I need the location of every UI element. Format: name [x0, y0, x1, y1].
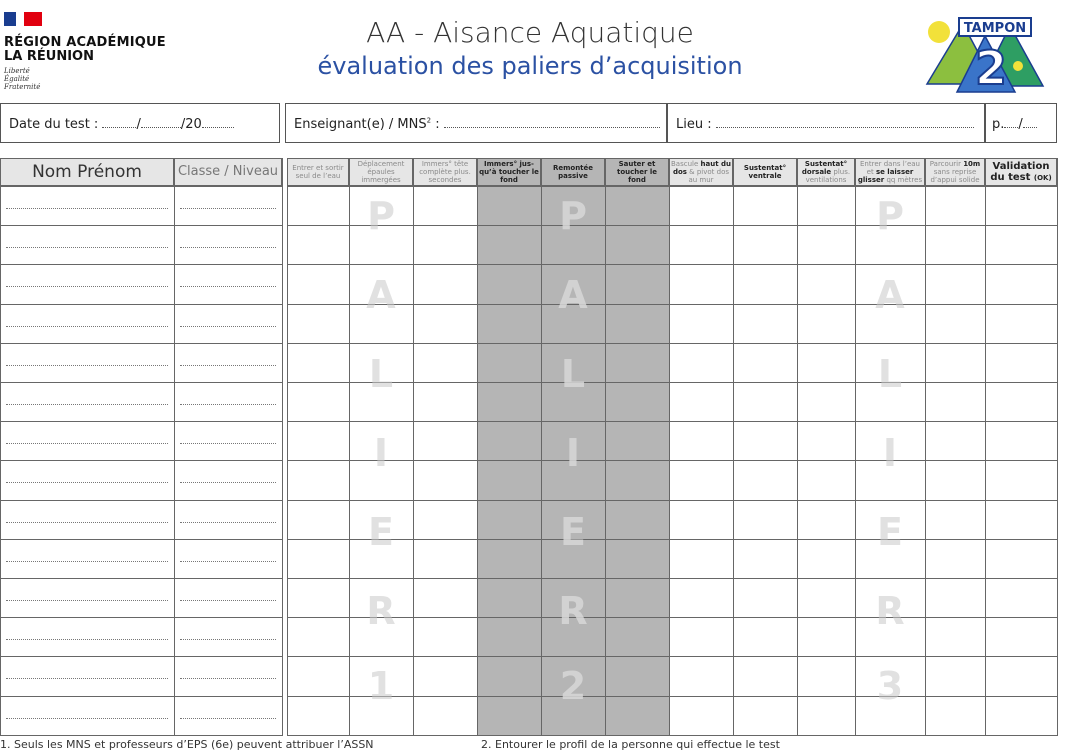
org-line2: LA RÉUNION — [4, 49, 94, 64]
palier-watermark-letter: P — [367, 194, 395, 238]
class-input[interactable] — [180, 482, 276, 483]
header-class-label: Classe / Niveau — [177, 164, 279, 179]
header-skill-4: Immers° jus-qu’à toucher le fond — [477, 158, 541, 186]
date-year: 20 — [185, 117, 202, 132]
palier-watermark-number: 3 — [876, 664, 904, 709]
name-input[interactable] — [6, 365, 168, 366]
class-input[interactable] — [180, 208, 276, 209]
teacher-footnote-ref: 2 — [426, 116, 432, 125]
class-input[interactable] — [180, 443, 276, 444]
teacher-label: Enseignant(e) / MNS — [294, 117, 427, 132]
palier-watermark-letter: R — [558, 589, 588, 633]
palier-watermark-letter: L — [368, 352, 394, 396]
header-skill-9: Sustentat° dorsale plus. ventilations — [797, 158, 855, 186]
name-input[interactable] — [6, 561, 168, 562]
palier-watermark-number: 2 — [559, 664, 587, 709]
name-input[interactable] — [6, 600, 168, 601]
name-input[interactable] — [6, 718, 168, 719]
name-input[interactable] — [6, 443, 168, 444]
palier-watermark-letter: A — [558, 273, 588, 317]
header-skill-5: Remontée passive — [541, 158, 605, 186]
header-validation: Validation du test (OK) — [985, 158, 1057, 186]
palier-watermark-letter: R — [366, 589, 396, 633]
class-input[interactable] — [180, 600, 276, 601]
palier-watermark-letter: L — [560, 352, 586, 396]
org-line1: RÉGION ACADÉMIQUE — [4, 35, 166, 50]
palier-watermark-letter: E — [368, 510, 394, 554]
date-field[interactable] — [0, 103, 280, 143]
palier-watermark-letter: E — [877, 510, 903, 554]
page-subtitle: évaluation des paliers d’acquisition — [317, 52, 743, 80]
french-flag-icon — [4, 12, 42, 26]
place-label: Lieu : — [676, 117, 712, 132]
header-name-label: Nom Prénom — [32, 162, 142, 182]
class-input[interactable] — [180, 639, 276, 640]
name-input[interactable] — [6, 247, 168, 248]
palier-watermark-letter: I — [565, 431, 581, 475]
palier-watermark-letter: I — [882, 431, 898, 475]
header-skill-2: Déplacement épaules immergées — [349, 158, 413, 186]
class-input[interactable] — [180, 678, 276, 679]
palier-watermark-letter: L — [877, 352, 903, 396]
header-class — [174, 158, 282, 186]
name-input[interactable] — [6, 208, 168, 209]
page-field[interactable] — [985, 103, 1057, 143]
palier-watermark-letter: P — [876, 194, 904, 238]
page-slash: / — [1018, 117, 1023, 132]
region-logo — [4, 12, 164, 96]
palier-watermark-letter: I — [373, 431, 389, 475]
palier-watermark-letter: R — [875, 589, 905, 633]
name-input[interactable] — [6, 286, 168, 287]
class-input[interactable] — [180, 522, 276, 523]
palier-watermark-letter: A — [875, 273, 905, 317]
header-skill-6: Sauter et toucher le fond — [605, 158, 669, 186]
page-label: p. — [992, 117, 1005, 132]
palier-watermark-letter: P — [559, 194, 587, 238]
class-input[interactable] — [180, 326, 276, 327]
republic-motto: Liberté Égalité Fraternité — [4, 67, 41, 91]
name-input[interactable] — [6, 404, 168, 405]
header-skill-8: Sustentat° ventrale — [733, 158, 797, 186]
name-input[interactable] — [6, 482, 168, 483]
class-input[interactable] — [180, 718, 276, 719]
name-input[interactable] — [6, 326, 168, 327]
name-input[interactable] — [6, 678, 168, 679]
tampon-logo — [925, 14, 1045, 96]
footnote-1: 1. Seuls les MNS et professeurs d’EPS (6e) peuvent attribuer l’ASSN — [0, 738, 374, 751]
class-input[interactable] — [180, 286, 276, 287]
header-skill-10: Entrer dans l’eau et se laisser glisser qq mètres — [855, 158, 925, 186]
date-slash-2: / — [180, 117, 186, 132]
date-label: Date du test : — [9, 117, 99, 132]
class-input[interactable] — [180, 365, 276, 366]
logo-text: TAMPON — [963, 21, 1027, 36]
logo-number: 2 — [974, 41, 1008, 95]
palier-watermark-letter: A — [366, 273, 396, 317]
teacher-field[interactable]: Enseignant(e) / MNS$^2$ : — [285, 103, 667, 143]
place-field[interactable] — [667, 103, 985, 143]
class-input[interactable] — [180, 561, 276, 562]
header-skill-1: Entrer et sortir seul de l’eau — [287, 158, 349, 186]
page-title: AA - Aisance Aquatique — [366, 16, 694, 49]
header-skill-7: Bascule haut du dos & pivot dos au mur — [669, 158, 733, 186]
palier-watermark-letter: E — [560, 510, 586, 554]
palier-watermark-number: 1 — [367, 664, 395, 709]
header-skill-3: Immers° tête complète plus. secondes — [413, 158, 477, 186]
class-input[interactable] — [180, 247, 276, 248]
class-input[interactable] — [180, 404, 276, 405]
header-skill-11: Parcourir 10m sans reprise d’appui solide — [925, 158, 985, 186]
name-input[interactable] — [6, 639, 168, 640]
header-name — [0, 158, 174, 186]
name-input[interactable] — [6, 522, 168, 523]
footnote-2: 2. Entourer le profil de la personne qui effectue le test — [481, 738, 780, 751]
date-slash-1: / — [136, 117, 141, 132]
